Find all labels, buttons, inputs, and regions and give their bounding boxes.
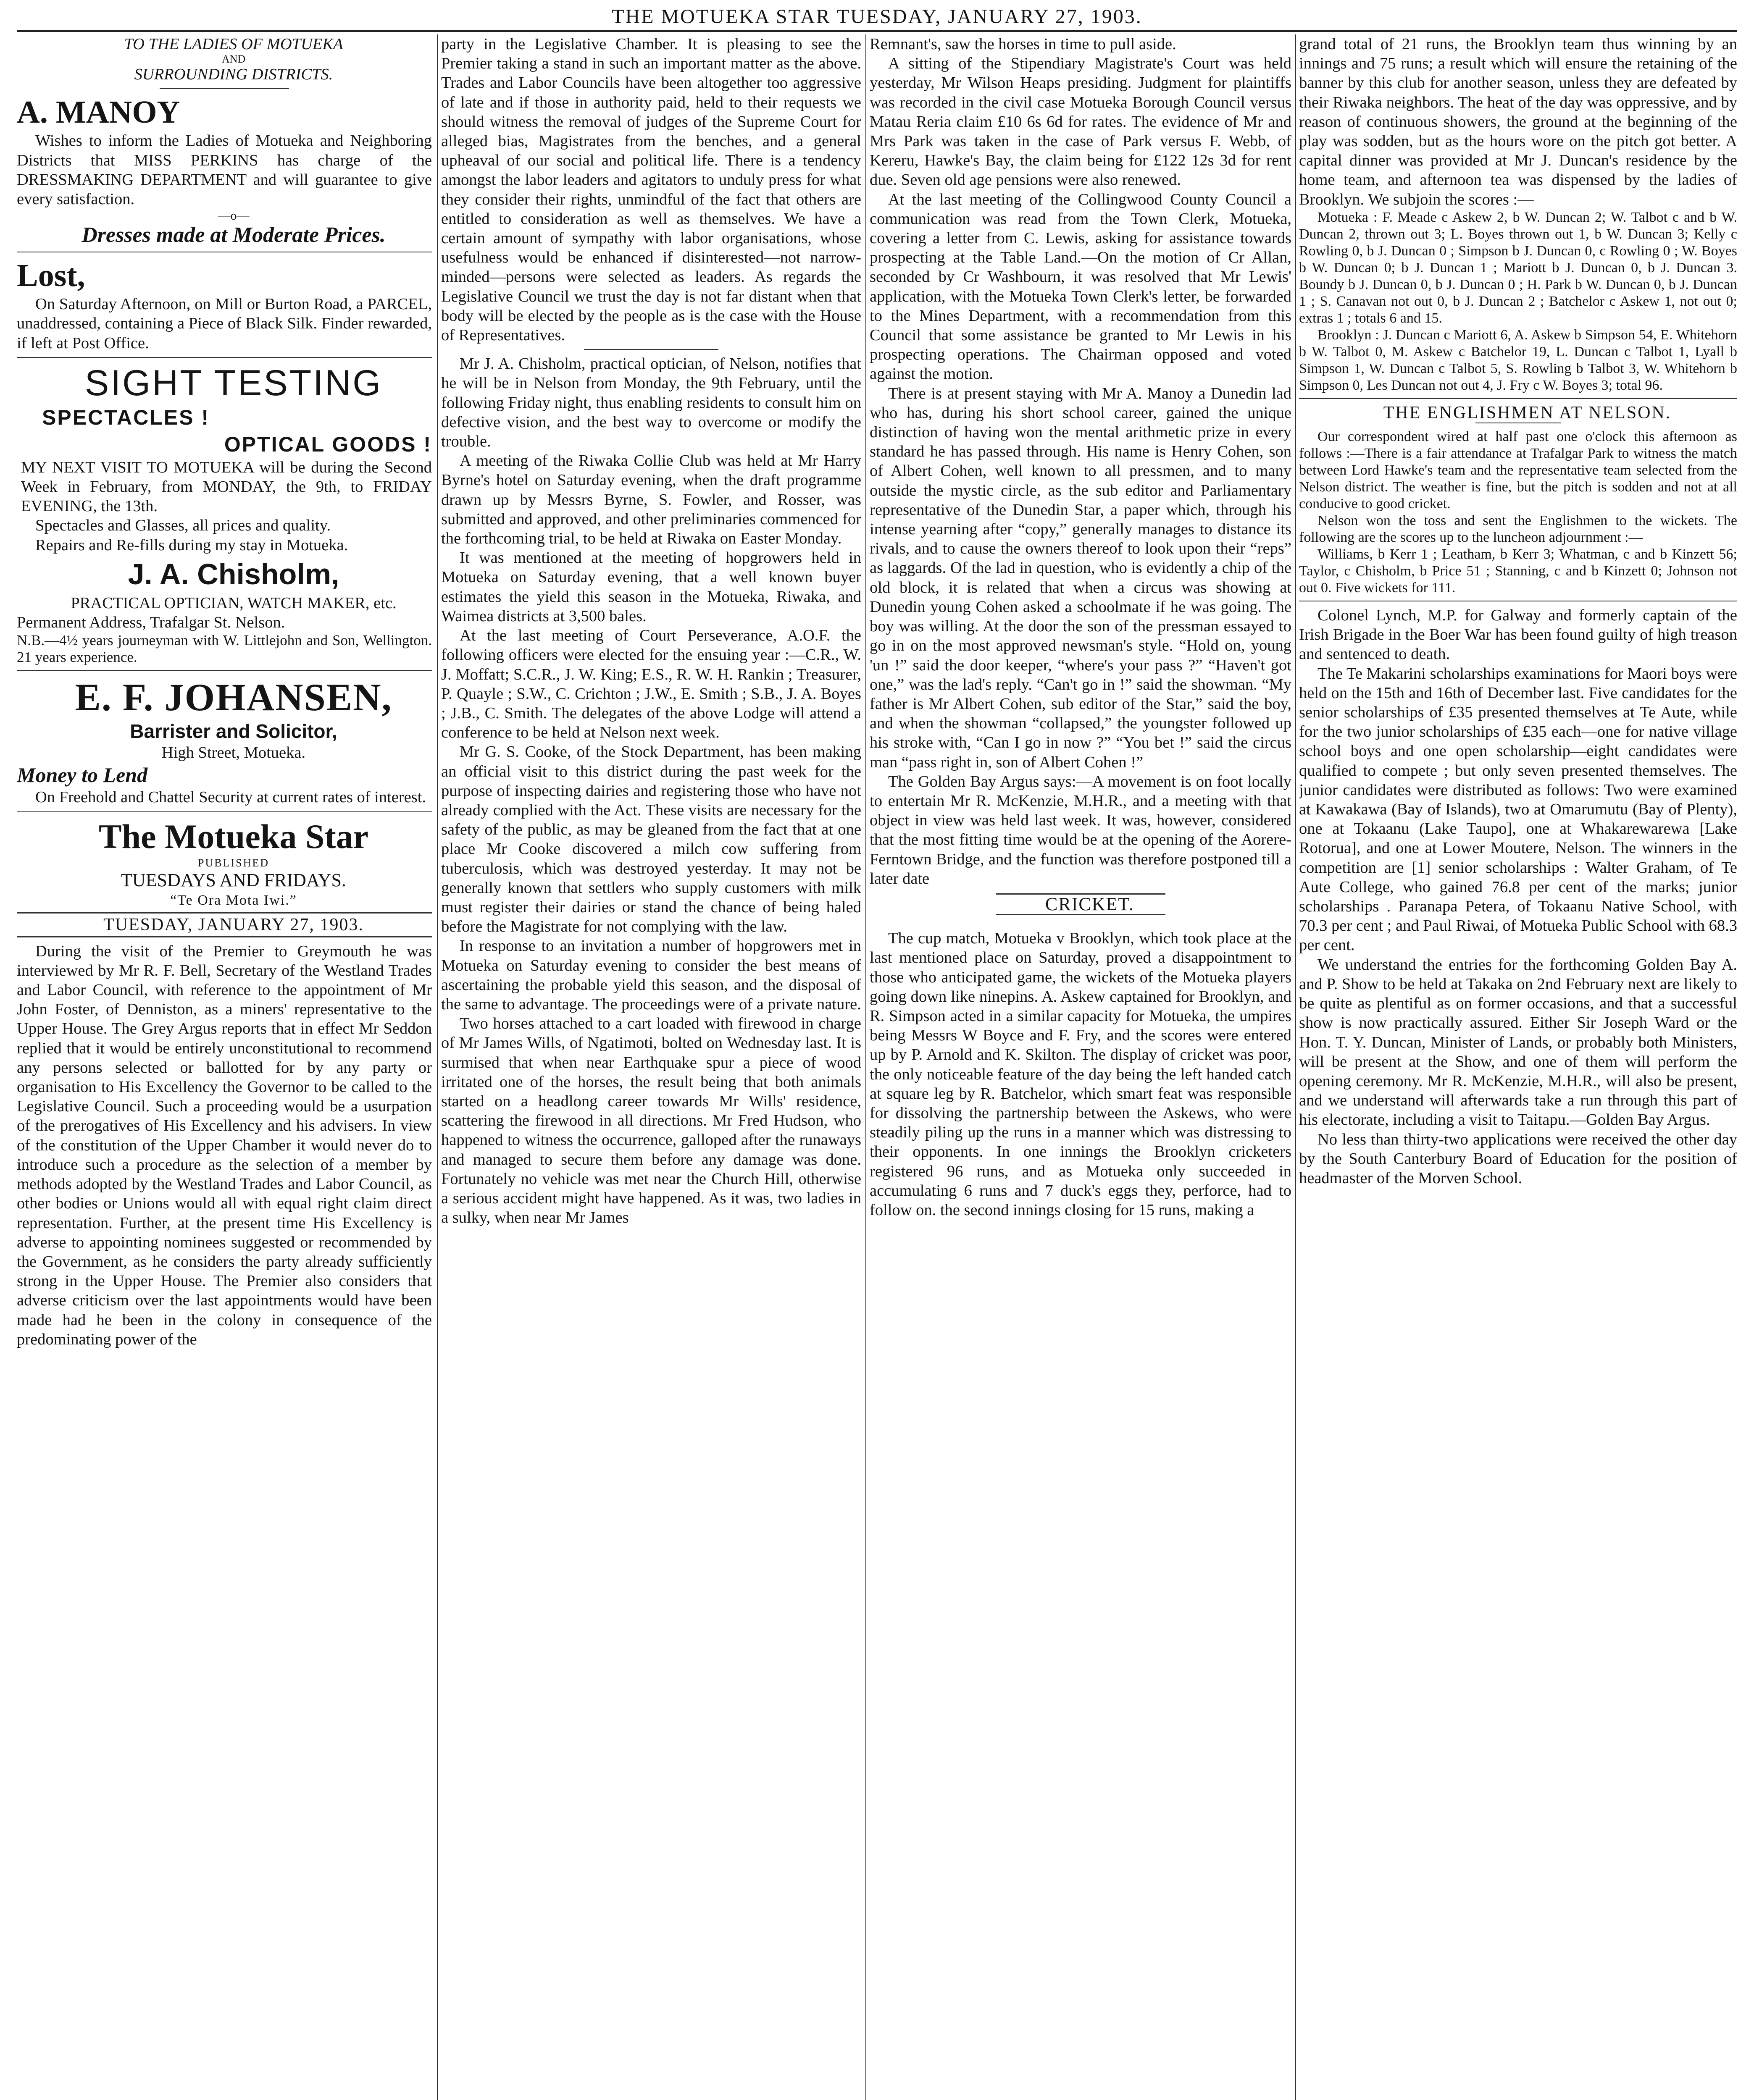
divider <box>160 88 289 89</box>
dateline-box <box>17 912 432 937</box>
hop-yield-item: It was mentioned at the meeting of hopgrowers held in Motueka on Saturday evening, that a well known buyer estimates the yield this season in the Motueka, Riwaka, and Waimea districts at 3,500 bales. <box>441 549 861 625</box>
barrister-line: Barrister and Solicitor, <box>130 720 337 743</box>
stock-department-item: Mr G. S. Cooke, of the Stock Department, has been making an official visit to this district during the past week for the purpose of inspecting dairies and registering those who have not already complied with the Act. These visits are necessary for the safety of the public, as may be gleaned from the fact that at one place Mr Cooke discovered a milch cow suffering from tuberculosis, which was destroyed yesterday. It may not be generally known that settlers who supply customers with milk must register their dairies or stand the chance of being haled before the Magistrate for not complying with the law. <box>441 743 861 936</box>
dateline: TUESDAY, JANUARY 27, 1903. <box>103 915 364 934</box>
toss-text: Nelson won the toss and sent the Englishmen to the wickets. The following are the scores up to the luncheon adjournment :— <box>1299 513 1737 546</box>
englishmen-heading: THE ENGLISHMEN AT NELSON. <box>1383 403 1672 423</box>
ladies-heading: TO THE LADIES OF MOTUEKA <box>124 35 343 53</box>
column-rule <box>1295 34 1296 2100</box>
chisholm-notice: Mr J. A. Chisholm, practical optician, of Nelson, notifies that he will be in Nelson from Monday, the 9th February, until the following Friday night, thus enabling residents to consult him on defective vision, and the best way to overcome or modify the trouble. <box>441 355 861 451</box>
cricket-report: The cup match, Motueka v Brooklyn, which took place at the last mentioned place on Saturday, proved a disappointment to those who anticipated game, the wickets of the Motueka players going down like ninepins. A. Askew captained for Brooklyn, and R. Simpson acted in a similar capacity for Motueka, the umpires being Messrs W Boyce and F. Fry, and the scores were entered up by P. Arnold and K. Skilton. The display of cricket was poor, the only noticeable feature of the day being the left handed catch at square leg by R. Batchelor, which smart feat was responsible for dissolving the partnership between the Askews, who were steadily piling up the runs in a manner which was distressing to their opponents. In one innings the Brooklyn cricketers registered 96 runs, and as Motueka only succeeded in accumulating 6 runs and 7 duck's eggs they, perforce, had to follow on. the second innings closing for 15 runs, making a <box>870 929 1291 1219</box>
manoy-dash: —o— <box>218 209 250 223</box>
spectacles-line: SPECTACLES ! <box>42 405 210 429</box>
divider <box>17 811 432 812</box>
column-rule <box>437 34 438 2100</box>
column-3 <box>870 34 1291 2100</box>
manoy-advert-text: Wishes to inform the Ladies of Motueka and Neighboring Districts that MISS PERKINS has charge of the DRESSMAKING DEPARTMENT and will guarantee to give every satisfaction. <box>17 132 432 208</box>
column-1 <box>17 34 432 2100</box>
manoy-name: A. MANOY <box>17 94 180 130</box>
johansen-name: E. F. JOHANSEN, <box>75 676 392 719</box>
dresses-line: Dresses made at Moderate Prices. <box>82 223 386 247</box>
sight-testing-heading: SIGHT TESTING <box>84 362 383 403</box>
colonel-lynch-item: Colonel Lynch, M.P. for Galway and formerly captain of the Irish Brigade in the Boer War has been found guilty of high treason and sentenced to death. <box>1299 606 1737 663</box>
headmaster-applications-item: No less than thirty-two applications were received the other day by the South Canterbury Board of Education for the position of headmaster of the Morven School. <box>1299 1130 1737 1187</box>
divider <box>17 670 432 671</box>
brooklyn-scores: Brooklyn : J. Duncan c Mariott 6, A. Askew b Simpson 54, E. Whitehorn b W. Talbot 0, M. Askew c Batchelor 19, L. Duncan c Talbot 1, Lyall b Simpson 1, W. Duncan c Talbot 5, S. Rowling b Talbot 3, W. Whitehorn b Simpson 0, Les Duncan not out 4, J. Fry c W. Boyes 3; total 96. <box>1299 327 1737 393</box>
money-to-lend: Money to Lend <box>17 763 148 787</box>
cricket-continued: grand total of 21 runs, the Brooklyn team thus winning by an innings and 75 runs; a result which will ensure the retaining of the banner by this club for another season, unless they are defeated by their Riwaka neighbors. The heat of the day was oppressive, and by reason of continuous showers, the ground at the beginning of the play was sodden, but as the hours wore on the pitch got better. A capital dinner was provided at Mr J. Duncan's residence by the home team, and afternoon tea was dispensed by the ladies of Brooklyn. We subjoin the scores :— <box>1299 35 1737 208</box>
divider <box>584 349 718 350</box>
column-4 <box>1299 34 1737 2100</box>
column-2 <box>441 34 861 2100</box>
motto: “Te Ora Mota Iwi.” <box>170 892 297 908</box>
nb-experience: N.B.—4½ years journeyman with W. Littlejohn and Son, Wellington. 21 years experience. <box>17 632 432 666</box>
editorial-continued: party in the Legislative Chamber. It is pleasing to see the Premier taking a stand in such an important matter as the above. Trades and Labor Councils have been altogether too aggressive of late and if those in authority paid, held to their requests we should witness the removal of judges of the Supreme Court for alleged bias, Magistrates from the benches, and a general upheaval of our social and political life. There is a tendency amongst the labor leaders and agitators to unduly press for what they consider their rights, unmindful of the fact that others are entitled to consideration as well as themselves. We have a certain amount of sympathy with labor organisations, whose usefulness would be enhanced if disinterested—not narrow-minded—persons were selected as leaders. As regards the Legislative Council we trust the day is not far distant when that body will be elected by the people as is the case with the House of Representatives. <box>441 35 861 344</box>
spectacles-glasses-text: Spectacles and Glasses, all prices and quality. <box>35 517 331 535</box>
motueka-scores: Motueka : F. Meade c Askew 2, b W. Duncan 2; W. Talbot c and b W. Duncan 2, thrown out 3; L. Boyes thrown out 1, b W. Duncan 3; Kelly c Rowling 0, b J. Duncan 0 ; Simpson b J. Duncan 0, c Rowling 0 ; W. Boyes b W. Duncan 0; b J. Duncan 1 ; Mariott b J. Duncan 0, b J. Duncan 3. Boundy b J. Duncan 0, b J. Duncan 0 ; H. Park b W. Duncan 0, b J. Duncan 1 ; S. Canavan not out 0, b J. Duncan 2 ; Batchelor c Askew 1, not out 0; extras 1 ; totals 6 and 15. <box>1299 209 1737 326</box>
masthead: THE MOTUEKA STAR TUESDAY, JANUARY 27, 1903. <box>17 3 1737 32</box>
divider <box>1299 398 1737 399</box>
golden-bay-argus-item: The Golden Bay Argus says:—A movement is on foot locally to entertain Mr R. McKenzie, M.H.R., and a meeting with that object in view was held last week. It was, however, considered that the most fitting time would be at the opening of the Aorere-Ferntown Bridge, and the function was therefore postponed till a later date <box>870 772 1291 887</box>
hopgrowers-meeting-item: In response to an invitation a number of hopgrowers met in Motueka on Saturday evening to consider the best means of ascertaining the probable yield this season, and the disposal of the same to advantage. The proceedings were of a private nature. <box>441 937 861 1013</box>
englishmen-wire: Our correspondent wired at half past one o'clock this afternoon as follows :—There is a fair attendance at Trafalgar Park to witness the match between Lord Hawke's team and the representative team selected from the Nelson district. The weather is fine, but the pitch is sodden and not at all conducive to good cricket. <box>1299 429 1737 512</box>
freehold-text: On Freehold and Chattel Security at current rates of interest. <box>35 788 426 806</box>
cricket-heading: CRICKET. <box>1045 893 1134 914</box>
editorial-article: During the visit of the Premier to Greymouth he was interviewed by Mr R. F. Bell, Secretary of the Westland Trades and Labor Council, with reference to the appointment of Mr John Foster, of Denniston, as a miners' representative to the Upper House. The Grey Argus reports that in effect Mr Seddon replied that it would be entirely unconstitutional to recommend any persons selected or ballotted for by any party or organisation to His Excellency the Governor to be called to the Legislative Council. Such a proceeding would be a usurpation of the prerogatives of His Excellency and his advisers. In view of the constitution of the Upper Chamber it would never do to introduce such a procedure as the selection of a member by methods adopted by the Westland Trades and Labor Council, as other bodies or Unions would all with equal right claim direct representation. Further, at the present time His Excellency is adverse to appointing nominees suggested or recommended by the Government, as he considers the party already sufficiently strong in the Upper House. The Premier also considers that adverse criticism over the last appointments would have been made had he been in the colony in consequence of the predominating power of the <box>17 942 432 1348</box>
golden-bay-show-item: We understand the entries for the forthcoming Golden Bay A. and P. Show to be held at Takaka on 2nd February next are likely to be quite as plentiful as on former occasions, and that a successful show is now practically assured. Either Sir Joseph Ward or the Hon. T. Y. Duncan, Minister of Lands, or probably both Ministers, will be present at the Show, and one of them will perform the opening ceremony. Mr R. McKenzie, M.H.R., will also be present, and we understand will afterwards take a run through this part of his electorate, including a visit to Taitapu.—Golden Bay Argus. <box>1299 956 1737 1129</box>
magistrates-court-item: A sitting of the Stipendiary Magistrate's Court was held yesterday, Mr Wilson Heaps presiding. Judgment for plaintiffs was recorded in the civil case Motueka Borough Council versus Matau Reria claim £10 6s 6d for rates. The evidence of Mr and Mrs Park was taken in the case of Park versus F. Webb, of Kereru, Hawke's Bay, the claim being for £122 12s 3d for rent due. Seven old age pensions were also renewed. <box>870 55 1291 189</box>
henry-cohen-item: There is at present staying with Mr A. Manoy a Dunedin lad who has, during his short school career, gained the unique distinction of having won the mental arithmetic prize in every standard he has passed through. His name is Henry Cohen, son of Albert Cohen, well known to all pressmen, and to many outside the mystic circle, as the sub editor and Parliamentary representative of the Dunedin Star, a paper which, through his intense yearning after “copy,” generally manages to distance its rivals, and to cause the owners thereof to look upon their “reps” as laggards. Of the lad in question, who is evidently a chip of the old block, it is related that when a circus was showing at Dunedin young Cohen asked a schoolmate if he was going. The boy was willing. At the door the son of the pressman essayed to go in on the most approved newsman's style. “Hold on, young 'un !” said the door keeper, “where's your pass ?” “Haven't got one,” was the lad's reply. “Can't go in !” said the showman. “My father is Mr Albert Cohen, sub editor of the Star,” said the boy, and when the showman “collapsed,” the youngster followed up his stroke with, “Can I go in now ?” “You bet !” said the circus man “pass right in, son of Albert Cohen !” <box>870 384 1291 771</box>
horses-continued: Remnant's, saw the horses in time to pull aside. <box>870 35 1176 53</box>
cricket-heading-box <box>996 893 1165 915</box>
published-label: PUBLISHED <box>197 856 269 869</box>
visit-text: MY NEXT VISIT TO MOTUEKA will be during the Second Week in February, from MONDAY, the 9th, to FRIDAY EVENING, the 13th. <box>21 458 432 515</box>
ladies-and: AND <box>221 53 246 66</box>
lost-heading: Lost, <box>17 258 85 294</box>
chisholm-name: J. A. Chisholm, <box>128 557 339 591</box>
court-perseverance-item: At the last meeting of Court Perseverance, A.O.F. the following officers were elected for the ensuing year :—C.R., W. J. Moffatt; S.C.R., J. W. King; E.S., R. W. H. Rankin ; Treasurer, P. Quayle ; S.W., C. Crichton ; J.W., E. Smith ; S.B., J. A. Boyes ; J.B., C. Smith. The delegates of the above Lodge will attend a conference to be held at Nelson next week. <box>441 627 861 742</box>
county-council-item: At the last meeting of the Collingwood County Council a communication was read from the Town Clerk, Motueka, covering a letter from C. Lewis, asking for assistance towards prospecting at the Table Land.—On the motion of Cr Allan, seconded by Cr Washbourn, it was resolved that Mr Lewis' application, with the Motueka Town Clerk's letter, be forwarded to the Mines Department, with a recommendation from this Council that some assistance be granted to Mr Lewis in his prospecting operations. The Chairman opposed and voted against the motion. <box>870 190 1291 383</box>
motueka-star-title: The Motueka Star <box>98 817 369 856</box>
ladies-subheading: SURROUNDING DISTRICTS. <box>134 66 333 84</box>
optician-line: PRACTICAL OPTICIAN, WATCH MAKER, etc. <box>71 594 397 612</box>
high-street-line: High Street, Motueka. <box>161 744 306 762</box>
lost-text: On Saturday Afternoon, on Mill or Burton Road, a PARCEL, unaddressed, containing a Piece of Black Silk. Finder rewarded, if left at Post Office. <box>17 295 432 352</box>
column-rule <box>865 34 866 2100</box>
tuesdays-fridays: TUESDAYS AND FRIDAYS. <box>121 869 346 890</box>
collie-club-item: A meeting of the Riwaka Collie Club was held at Mr Harry Byrne's hotel on Saturday evening, when the draft programme drawn up by Messrs Byrne, S. Fowler, and Rosser, was submitted and approved, and other preliminaries commenced for the forthcoming trial, to be held at Riwaka on Easter Monday. <box>441 452 861 548</box>
permanent-address: Permanent Address, Trafalgar St. Nelson. <box>17 614 285 632</box>
optical-goods-line: OPTICAL GOODS ! <box>224 432 432 456</box>
nelson-scores: Williams, b Kerr 1 ; Leatham, b Kerr 3; Whatman, c and b Kinzett 56; Taylor, c Chisholm, b Price 51 ; Stanning, c and b Kinzett 0; Johnson not out 0. Five wickets for 111. <box>1299 546 1737 596</box>
bolting-horses-item: Two horses attached to a cart loaded with firewood in charge of Mr James Wills, of Ngatimoti, bolted on Wednesday last. It is surmised that when near Earthquake spur a piece of wood irritated one of the horses, the result being that both animals started on a headlong career towards Mr Wills' residence, scattering the firewood in all directions. Mr Fred Hudson, who happened to witness the occurrence, galloped after the runaways and managed to secure them before any damage was done. Fortunately no vehicle was met near the Church Hill, otherwise a serious accident might have happened. As it was, two ladies in a sulky, when near Mr James <box>441 1015 861 1227</box>
divider <box>17 357 432 358</box>
scholarships-item: The Te Makarini scholarships examinations for Maori boys were held on the 15th and 16th of December last. Five candidates for the senior scholarships of £35 presented themselves at Te Aute, while for the two junior scholarships of £35 each—one for native village school boys and one open scholarship—eight candidates were qualified to compete ; but only seven presented themselves. The junior candidates were distributed as follows: Two were examined at Kawakawa (Bay of Islands), two at Omarumutu (Bay of Plenty), one at Tokaanu (Lake Taupo], one at Whakarewarewa [Lake Rotorua], and one at Lower Moutere, Nelson. The winners in the competition are [1] senior scholarships : Walter Graham, of Te Aute College, who gained 76.8 per cent of the marks; junior scholarships . Paranapa Petera, of Tokaanu Native School, with 70.3 per cent ; and Paul Riwai, of Motueka Public School with 68.3 per cent. <box>1299 664 1737 954</box>
repairs-text: Repairs and Re-fills during my stay in Motueka. <box>35 536 348 554</box>
